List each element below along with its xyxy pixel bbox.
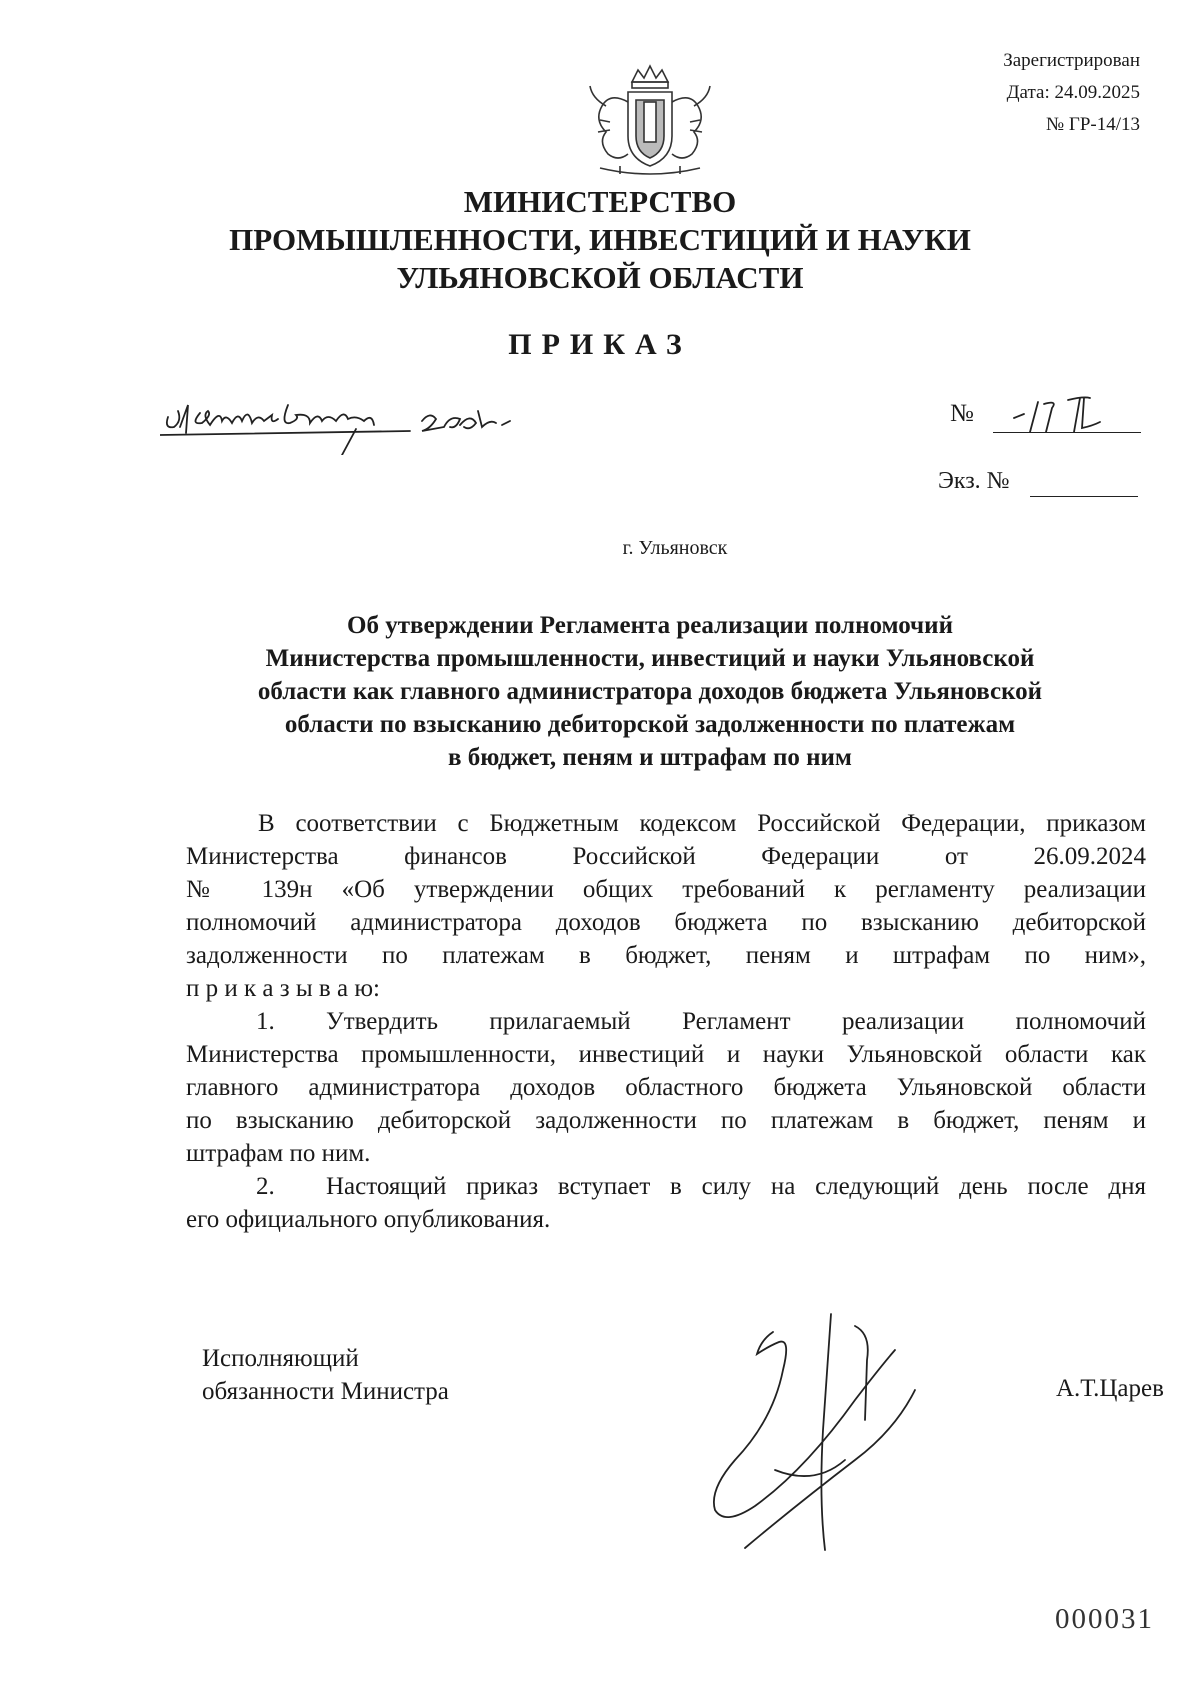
order-body — [186, 807, 1146, 1236]
item-1-line — [186, 1005, 1146, 1038]
item-1-line: главного администратора доходов областного бюджета Ульяновской области — [186, 1074, 1146, 1101]
item-1-line: штрафам по ним. — [186, 1140, 371, 1167]
ministry-title-line: МИНИСТЕРСТВО — [463, 184, 737, 219]
ministry-title — [0, 183, 1200, 297]
preamble-directive: п р и к а з ы в а ю: — [186, 975, 380, 1002]
copy-number-blank — [1030, 496, 1138, 497]
item-2-line: его официального опубликования. — [186, 1206, 551, 1233]
order-number-label: № — [950, 400, 974, 427]
handwritten-order-number — [1010, 392, 1120, 436]
preamble-line: Министерства финансов Российской Федерации от 26.09.2024 — [186, 843, 1146, 870]
item-1-line: по взысканию дебиторской задолженности по платежам в бюджет, пеням и — [186, 1107, 1146, 1134]
signatory-role-line: Исполняющий — [202, 1345, 359, 1372]
registration-status: Зарегистрирован — [1003, 50, 1140, 71]
ministry-title-line: УЛЬЯНОВСКОЙ ОБЛАСТИ — [396, 260, 804, 295]
subject-line: области по взысканию дебиторской задолженности по платежам — [284, 711, 1016, 738]
registration-date: Дата: 24.09.2025 — [1006, 82, 1140, 103]
ministry-title-line: ПРОМЫШЛЕННОСТИ, ИНВЕСТИЦИЙ И НАУКИ — [229, 222, 971, 257]
subject-line: в бюджет, пеням и штрафам по ним — [448, 744, 852, 771]
page-stamp-number: 000031 — [1055, 1603, 1154, 1635]
coat-of-arms-icon — [580, 62, 720, 180]
item-1-text: Утвердить прилагаемый Регламент реализации полномочий — [326, 1008, 1146, 1035]
signatory-role-line: обязанности Министра — [202, 1378, 449, 1405]
preamble-line: задолженности по платежам в бюджет, пеням и штрафам по ним», — [186, 942, 1146, 969]
order-subject — [170, 609, 1130, 774]
signatory-role — [202, 1342, 449, 1408]
registration-number: № ГР-14/13 — [1045, 114, 1140, 135]
preamble-line: В соответствии с Бюджетным кодексом Российской Федерации, приказом — [258, 810, 1146, 837]
item-2-text: Настоящий приказ вступает в силу на следующий день после дня — [326, 1173, 1146, 1200]
preamble-line: № 139н «Об утверждении общих требований к регламенту реализации — [186, 876, 1146, 903]
copy-number-label: Экз. № — [938, 468, 1010, 494]
handwritten-order-date — [160, 385, 580, 455]
city: г. Ульяновск — [622, 537, 728, 559]
subject-line: области как главного администратора доходов бюджета Ульяновской — [257, 678, 1043, 705]
item-number: 1. — [256, 1008, 275, 1035]
handwritten-signature — [705, 1310, 945, 1570]
document-type-heading: ПРИКАЗ — [508, 328, 692, 361]
subject-line: Об утверждении Регламента реализации полномочий — [347, 612, 953, 639]
registration-stamp — [1003, 45, 1140, 141]
item-number: 2. — [256, 1173, 275, 1200]
item-2-line — [186, 1170, 1146, 1203]
subject-line: Министерства промышленности, инвестиций и науки Ульяновской — [265, 645, 1035, 672]
signatory-name: А.Т.Царев — [1056, 1375, 1164, 1402]
item-1-line: Министерства промышленности, инвестиций и науки Ульяновской области как — [186, 1041, 1146, 1068]
preamble-line: полномочий администратора доходов бюджета по взысканию дебиторской — [186, 909, 1146, 936]
